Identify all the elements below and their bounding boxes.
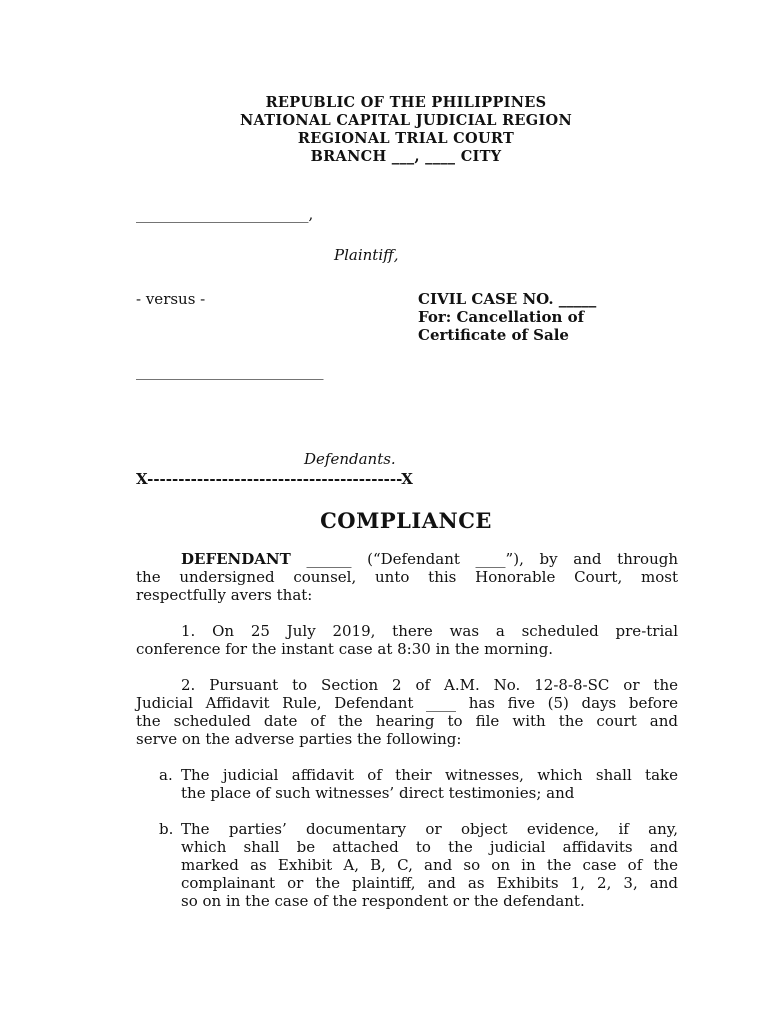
header-republic: REPUBLIC OF THE PHILIPPINES <box>265 94 547 111</box>
list-item-b-line-5: so on in the case of the respondent or the defendant. <box>181 892 585 910</box>
case-nature-line1: For: Cancellation of <box>418 308 585 326</box>
list-item-b-line-4: complainant or the plaintiff, and as Exhibits 1, 2, 3, and <box>181 874 678 892</box>
paragraph-2 <box>136 676 678 748</box>
list-item-a-body <box>181 766 678 802</box>
paragraph-1 <box>136 622 678 658</box>
intro-line-1 <box>136 550 678 568</box>
list-item-b-line-2: which shall be attached to the judicial affidavits and <box>181 838 678 856</box>
plaintiff-label: Plaintiff, <box>334 246 399 264</box>
header-branch: BRANCH ___, ____ CITY <box>310 148 502 165</box>
intro-lead: DEFENDANT <box>181 550 291 568</box>
civil-case-number: CIVIL CASE NO. _____ <box>418 290 597 308</box>
paragraph-1-line-2: conference for the instant case at 8:30 in the morning. <box>136 640 554 658</box>
versus-label: - versus - <box>136 290 206 308</box>
list-item-b-line-3: marked as Exhibit A, B, C, and so on in the case of the <box>181 856 678 874</box>
list-item-a-marker: a. <box>159 766 173 784</box>
paragraph-1-line-1: 1. On 25 July 2019, there was a scheduled pre-trial <box>181 622 678 640</box>
plaintiff-name-blank: _______________________, <box>136 205 314 223</box>
defendant-name-blank: _________________________ <box>136 362 324 380</box>
intro-line-1-rest: ______ (“Defendant ____”), by and through <box>290 550 678 568</box>
paragraph-2-line-4: serve on the adverse parties the following: <box>136 730 462 748</box>
intro-line-3: respectfully avers that: <box>136 586 313 604</box>
list-item-b-body <box>181 820 678 910</box>
paragraph-2-line-1: 2. Pursuant to Section 2 of A.M. No. 12-8-8-SC or the <box>181 676 678 694</box>
list-item-a-line-2: the place of such witnesses’ direct testimonies; and <box>181 784 575 802</box>
case-nature-line2: Certificate of Sale <box>418 326 569 344</box>
caption-separator: X-----------------------------------------X <box>136 470 413 488</box>
intro-line-2: the undersigned counsel, unto this Honorable Court, most <box>136 568 678 586</box>
paragraph-2-line-2: Judicial Affidavit Rule, Defendant ____ has five (5) days before <box>136 694 678 712</box>
intro-paragraph <box>136 550 678 604</box>
paragraph-2-line-3: the scheduled date of the hearing to file with the court and <box>136 712 678 730</box>
list-item-a-line-1: The judicial affidavit of their witnesses, which shall take <box>181 766 678 784</box>
header-court: REGIONAL TRIAL COURT <box>297 130 515 147</box>
defendants-label: Defendants. <box>304 450 396 468</box>
list-item-b-line-1: The parties’ documentary or object evidence, if any, <box>181 820 678 838</box>
list-item-b-marker: b. <box>159 820 174 838</box>
document-title: COMPLIANCE <box>320 508 492 533</box>
header-region: NATIONAL CAPITAL JUDICIAL REGION <box>239 112 573 129</box>
